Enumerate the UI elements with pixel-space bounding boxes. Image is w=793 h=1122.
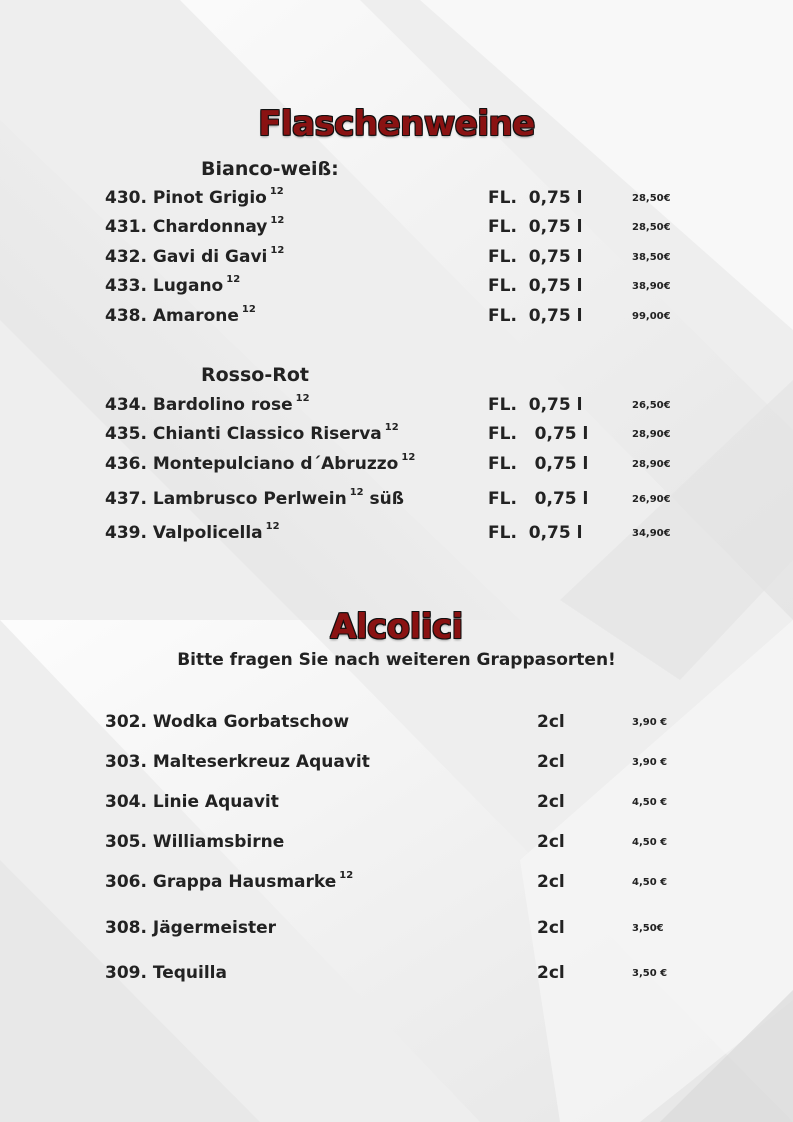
allergen-note: 12 — [265, 521, 280, 533]
allergen-note: 12 — [295, 393, 310, 405]
item-name — [105, 712, 349, 732]
menu-item-row — [0, 963, 793, 989]
item-title: Chianti Classico Riserva — [152, 424, 382, 444]
menu-item-row — [0, 918, 793, 944]
item-number: 432. — [105, 247, 153, 267]
item-number: 439. — [105, 523, 153, 543]
item-number: 437. — [105, 489, 153, 509]
item-title: Lugano — [152, 276, 224, 296]
item-volume: 2cl — [537, 712, 565, 732]
item-price: 38,50€ — [632, 252, 671, 263]
item-price: 4,50 € — [632, 877, 668, 888]
alcolici-subtitle: Bitte fragen Sie nach weiteren Grappasorten! — [177, 650, 616, 670]
item-volume: FL. 0,75 l — [488, 489, 589, 509]
item-title: Lambrusco Perlwein — [152, 489, 347, 509]
item-volume: FL. 0,75 l — [488, 395, 583, 415]
bianco-weiss-heading: Bianco-weiß: — [201, 158, 339, 180]
menu-item-row — [0, 872, 793, 898]
item-title: Wodka Gorbatschow — [152, 712, 350, 732]
item-name — [105, 523, 280, 543]
item-volume: 2cl — [537, 872, 565, 892]
menu-item-row — [0, 712, 793, 738]
item-volume: FL. 0,75 l — [488, 454, 589, 474]
item-volume: 2cl — [537, 752, 565, 772]
item-volume: FL. 0,75 l — [488, 217, 583, 237]
item-name — [105, 832, 284, 852]
item-price: 28,50€ — [632, 193, 671, 204]
item-name — [105, 276, 240, 296]
item-title: Grappa Hausmarke — [152, 872, 337, 892]
item-number: 304. — [105, 792, 153, 812]
item-volume: FL. 0,75 l — [488, 247, 583, 267]
allergen-note: 12 — [241, 304, 256, 316]
item-price: 4,50 € — [632, 837, 668, 848]
menu-item-row — [0, 217, 793, 243]
menu-item-row — [0, 395, 793, 421]
item-name — [105, 306, 256, 326]
item-title: Valpolicella — [152, 523, 263, 543]
allergen-note: 12 — [349, 487, 364, 499]
item-number: 305. — [105, 832, 153, 852]
item-name — [105, 489, 404, 509]
menu-item-row — [0, 523, 793, 549]
item-number: 433. — [105, 276, 153, 296]
item-title: Chardonnay — [152, 217, 268, 237]
item-price: 28,90€ — [632, 459, 671, 470]
menu-item-row — [0, 752, 793, 778]
menu-item-row — [0, 188, 793, 214]
menu-item-row — [0, 792, 793, 818]
item-suffix: süß — [363, 489, 405, 509]
item-name — [105, 918, 276, 938]
item-price: 28,90€ — [632, 429, 671, 440]
item-price: 26,50€ — [632, 400, 671, 411]
item-price: 3,50€ — [632, 923, 664, 934]
menu-item-row — [0, 306, 793, 332]
allergen-note: 12 — [226, 274, 241, 286]
item-price: 3,90 € — [632, 757, 668, 768]
item-name — [105, 188, 284, 208]
item-price: 3,50 € — [632, 968, 668, 979]
item-number: 435. — [105, 424, 153, 444]
item-price: 4,50 € — [632, 797, 668, 808]
menu-item-row — [0, 424, 793, 450]
item-price: 34,90€ — [632, 528, 671, 539]
item-title: Gavi di Gavi — [152, 247, 268, 267]
menu-item-row — [0, 454, 793, 480]
item-volume: FL. 0,75 l — [488, 523, 583, 543]
item-name — [105, 872, 353, 892]
item-number: 303. — [105, 752, 153, 772]
item-number: 302. — [105, 712, 153, 732]
alcolici-title: Alcolici — [330, 607, 463, 647]
item-volume: FL. 0,75 l — [488, 188, 583, 208]
item-number: 306. — [105, 872, 153, 892]
menu-item-row — [0, 489, 793, 515]
allergen-note: 12 — [270, 215, 285, 227]
item-volume: FL. 0,75 l — [488, 424, 589, 444]
item-number: 436. — [105, 454, 153, 474]
item-number: 434. — [105, 395, 153, 415]
item-title: Amarone — [152, 306, 239, 326]
item-name — [105, 395, 310, 415]
item-name — [105, 792, 279, 812]
item-price: 38,90€ — [632, 281, 671, 292]
item-title: Malteserkreuz Aquavit — [152, 752, 370, 772]
flaschenweine-title: Flaschenweine — [258, 104, 535, 144]
item-number: 309. — [105, 963, 153, 983]
allergen-note: 12 — [384, 422, 399, 434]
allergen-note: 12 — [270, 245, 285, 257]
item-volume: 2cl — [537, 918, 565, 938]
item-price: 99,00€ — [632, 311, 671, 322]
item-title: Linie Aquavit — [152, 792, 279, 812]
allergen-note: 12 — [269, 186, 284, 198]
item-name — [105, 247, 284, 267]
menu-item-row — [0, 247, 793, 273]
item-title: Montepulciano d´Abruzzo — [152, 454, 399, 474]
item-volume: 2cl — [537, 792, 565, 812]
rosso-rot-heading: Rosso-Rot — [201, 364, 310, 386]
item-number: 431. — [105, 217, 153, 237]
item-volume: FL. 0,75 l — [488, 276, 583, 296]
item-title: Tequilla — [152, 963, 227, 983]
item-title: Williamsbirne — [152, 832, 285, 852]
item-title: Pinot Grigio — [152, 188, 267, 208]
item-number: 438. — [105, 306, 153, 326]
item-name — [105, 752, 370, 772]
item-number: 308. — [105, 918, 153, 938]
item-volume: FL. 0,75 l — [488, 306, 583, 326]
item-name — [105, 454, 415, 474]
item-volume: 2cl — [537, 832, 565, 852]
item-price: 26,90€ — [632, 494, 671, 505]
item-number: 430. — [105, 188, 153, 208]
menu-item-row — [0, 276, 793, 302]
allergen-note: 12 — [339, 870, 354, 882]
item-volume: 2cl — [537, 963, 565, 983]
item-name — [105, 424, 399, 444]
allergen-note: 12 — [401, 452, 416, 464]
item-title: Jägermeister — [152, 918, 276, 938]
item-name — [105, 963, 227, 983]
item-name — [105, 217, 284, 237]
item-price: 28,50€ — [632, 222, 671, 233]
item-title: Bardolino rose — [152, 395, 293, 415]
item-price: 3,90 € — [632, 717, 668, 728]
menu-item-row — [0, 832, 793, 858]
